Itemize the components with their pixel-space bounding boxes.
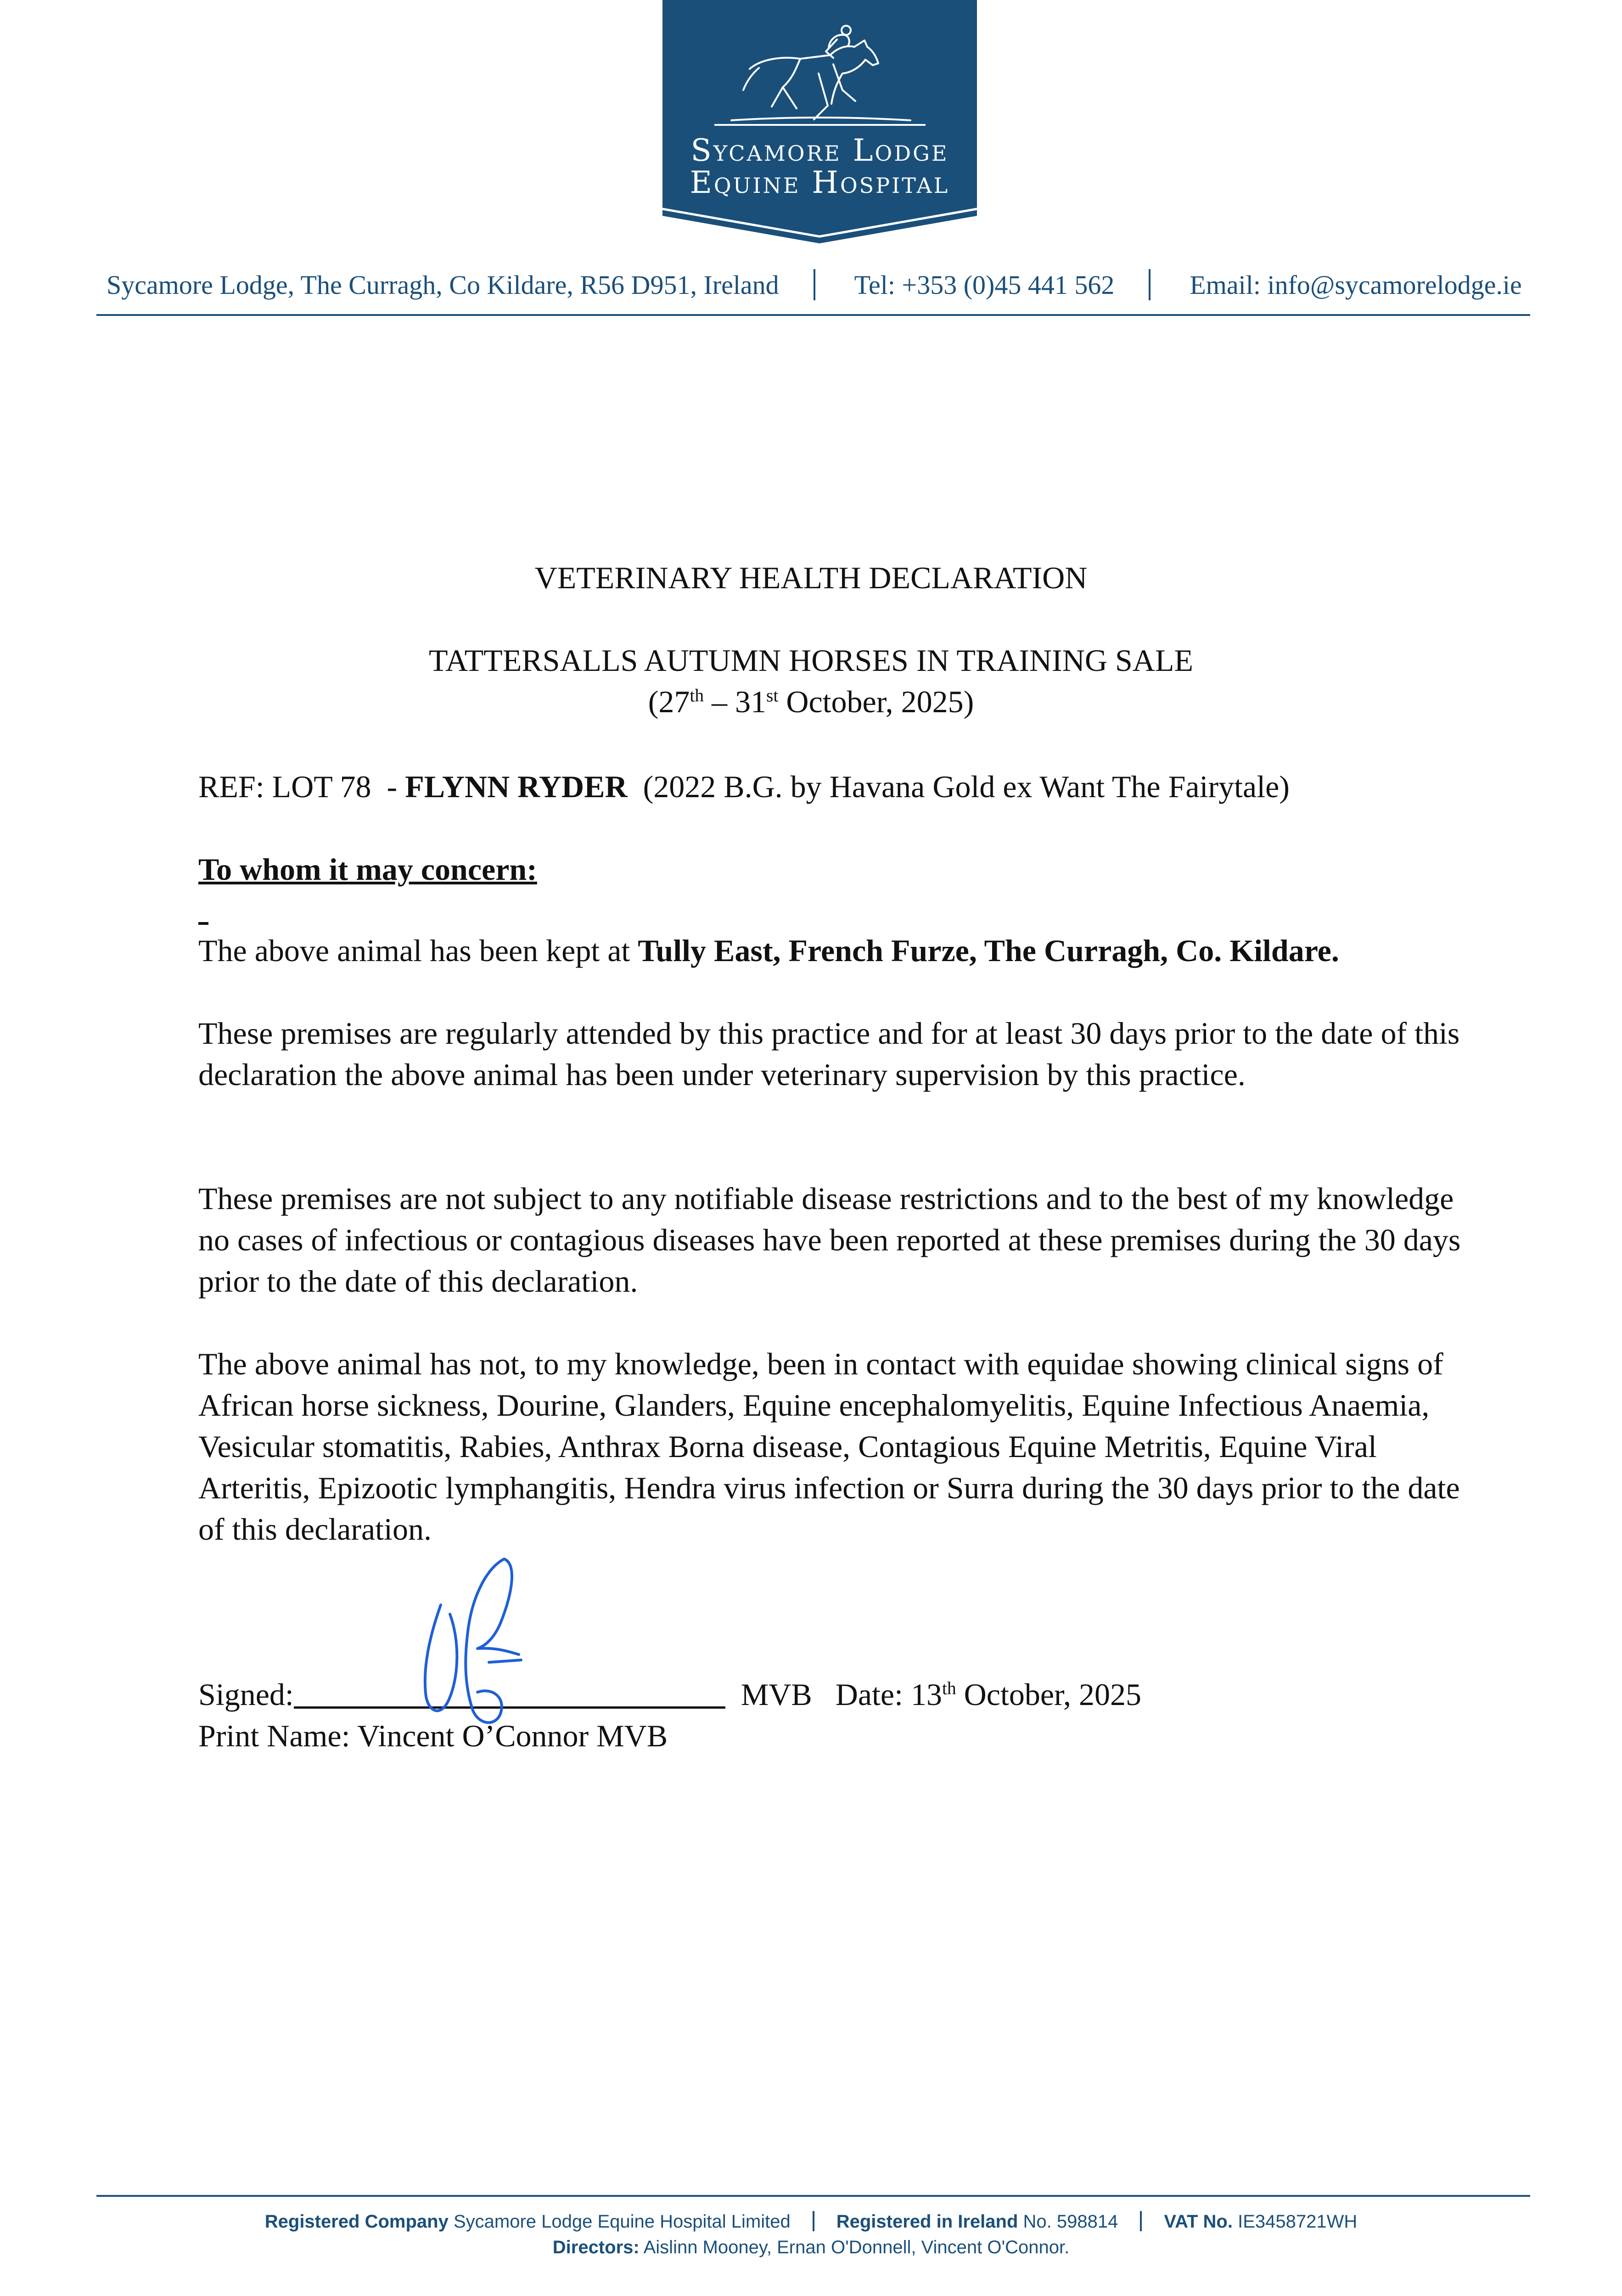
footer-directors <box>0 2237 1622 2258</box>
date-label: Date: 13 <box>812 1677 942 1712</box>
sale-name: TATTERSALLS AUTUMN HORSES IN TRAINING SALE <box>428 643 1193 678</box>
letterhead-logo <box>662 0 977 243</box>
vat-label: VAT No. <box>1164 2212 1233 2232</box>
practice-name-line2: Equine Hospital <box>690 165 950 200</box>
vat-value: IE3458721WH <box>1232 2212 1358 2232</box>
reg-company-label: Registered Company <box>264 2212 449 2232</box>
horse-pedigree: (2022 B.G. by Havana Gold ex Want The Fairytale) <box>627 769 1290 804</box>
print-name: Print Name: Vincent O’Connor MVB <box>198 1718 668 1753</box>
premises-paragraph <box>198 930 1465 971</box>
ref-label: REF: LOT 78 - <box>198 769 405 804</box>
salutation: To whom it may concern: <box>198 852 537 887</box>
directors-label: Directors: <box>552 2237 640 2257</box>
lot-reference <box>198 766 1465 807</box>
supervision-paragraph: These premises are regularly attended by this practice and for at least 30 days prior to the date of this declaration the above animal has been under veterinary supervision by this practice. <box>198 1016 1460 1092</box>
ordinal-suffix: st <box>766 685 779 706</box>
signed-label: Signed: <box>198 1677 294 1712</box>
practice-phone: Tel: +353 (0)45 441 562 <box>854 270 1115 300</box>
reg-company-value: Sycamore Lodge Equine Hospital Limited <box>448 2212 791 2232</box>
signature-line <box>198 1674 1465 1715</box>
sale-date-end: – 31 <box>704 684 767 719</box>
header-divider <box>96 314 1530 316</box>
contact-separator <box>814 269 815 300</box>
premises-intro: The above animal has been kept at <box>198 933 638 968</box>
reg-ireland-value: No. 598814 <box>1018 2212 1118 2232</box>
horse-name: FLYNN RYDER <box>405 769 628 804</box>
stray-mark <box>198 922 208 925</box>
footer-registration <box>0 2211 1622 2232</box>
reg-ireland-label: Registered in Ireland <box>836 2212 1018 2232</box>
footer-divider <box>96 2195 1530 2197</box>
practice-name-line1: Sycamore Lodge <box>690 133 949 168</box>
practice-address: Sycamore Lodge, The Curragh, Co Kildare, R56 D951, Ireland <box>107 270 779 300</box>
qualification: MVB <box>725 1677 812 1712</box>
contact-separator <box>1149 269 1151 300</box>
contact-diseases-paragraph: The above animal has not, to my knowledge, been in contact with equidae showing clinical signs of African horse sickness, Dourine, Glanders, Equine encephalomyelitis, Equine Infectious Anaemia, Vesicular stomatitis, Rabies, Anthrax Borna disease, Contagious Equine Metritis, Equine Viral Arteritis, Epizootic lymphangitis, Hendra virus infection or Surra during the 30 days prior to the date of this declaration. <box>198 1346 1460 1547</box>
ordinal-suffix: th <box>942 1678 956 1699</box>
disease-restrictions-paragraph: These premises are not subject to any notifiable disease restrictions and to the best of my knowledge no cases of infectious or contagious diseases have been reported at these premises during the 30 days prior to the date of this declaration. <box>198 1181 1461 1299</box>
logo-banner-shape <box>662 0 977 243</box>
directors-value: Aislinn Mooney, Ernan O'Donnell, Vincent O'Connor. <box>639 2237 1070 2257</box>
ordinal-suffix: th <box>690 685 704 706</box>
footer-separator <box>813 2211 814 2231</box>
contact-bar <box>105 266 1532 303</box>
footer-separator <box>1140 2211 1142 2231</box>
document-title: VETERINARY HEALTH DECLARATION <box>534 560 1088 595</box>
practice-email: Email: info@sycamorelodge.ie <box>1190 270 1522 300</box>
sale-date-month-year: October, 2025) <box>778 684 974 719</box>
sale-dates <box>0 681 1622 722</box>
premises-location: Tully East, French Furze, The Curragh, Co. Kildare. <box>638 933 1339 968</box>
handwritten-signature <box>404 1550 560 1731</box>
date-value: October, 2025 <box>956 1677 1141 1712</box>
sale-date-start: (27 <box>648 684 690 719</box>
